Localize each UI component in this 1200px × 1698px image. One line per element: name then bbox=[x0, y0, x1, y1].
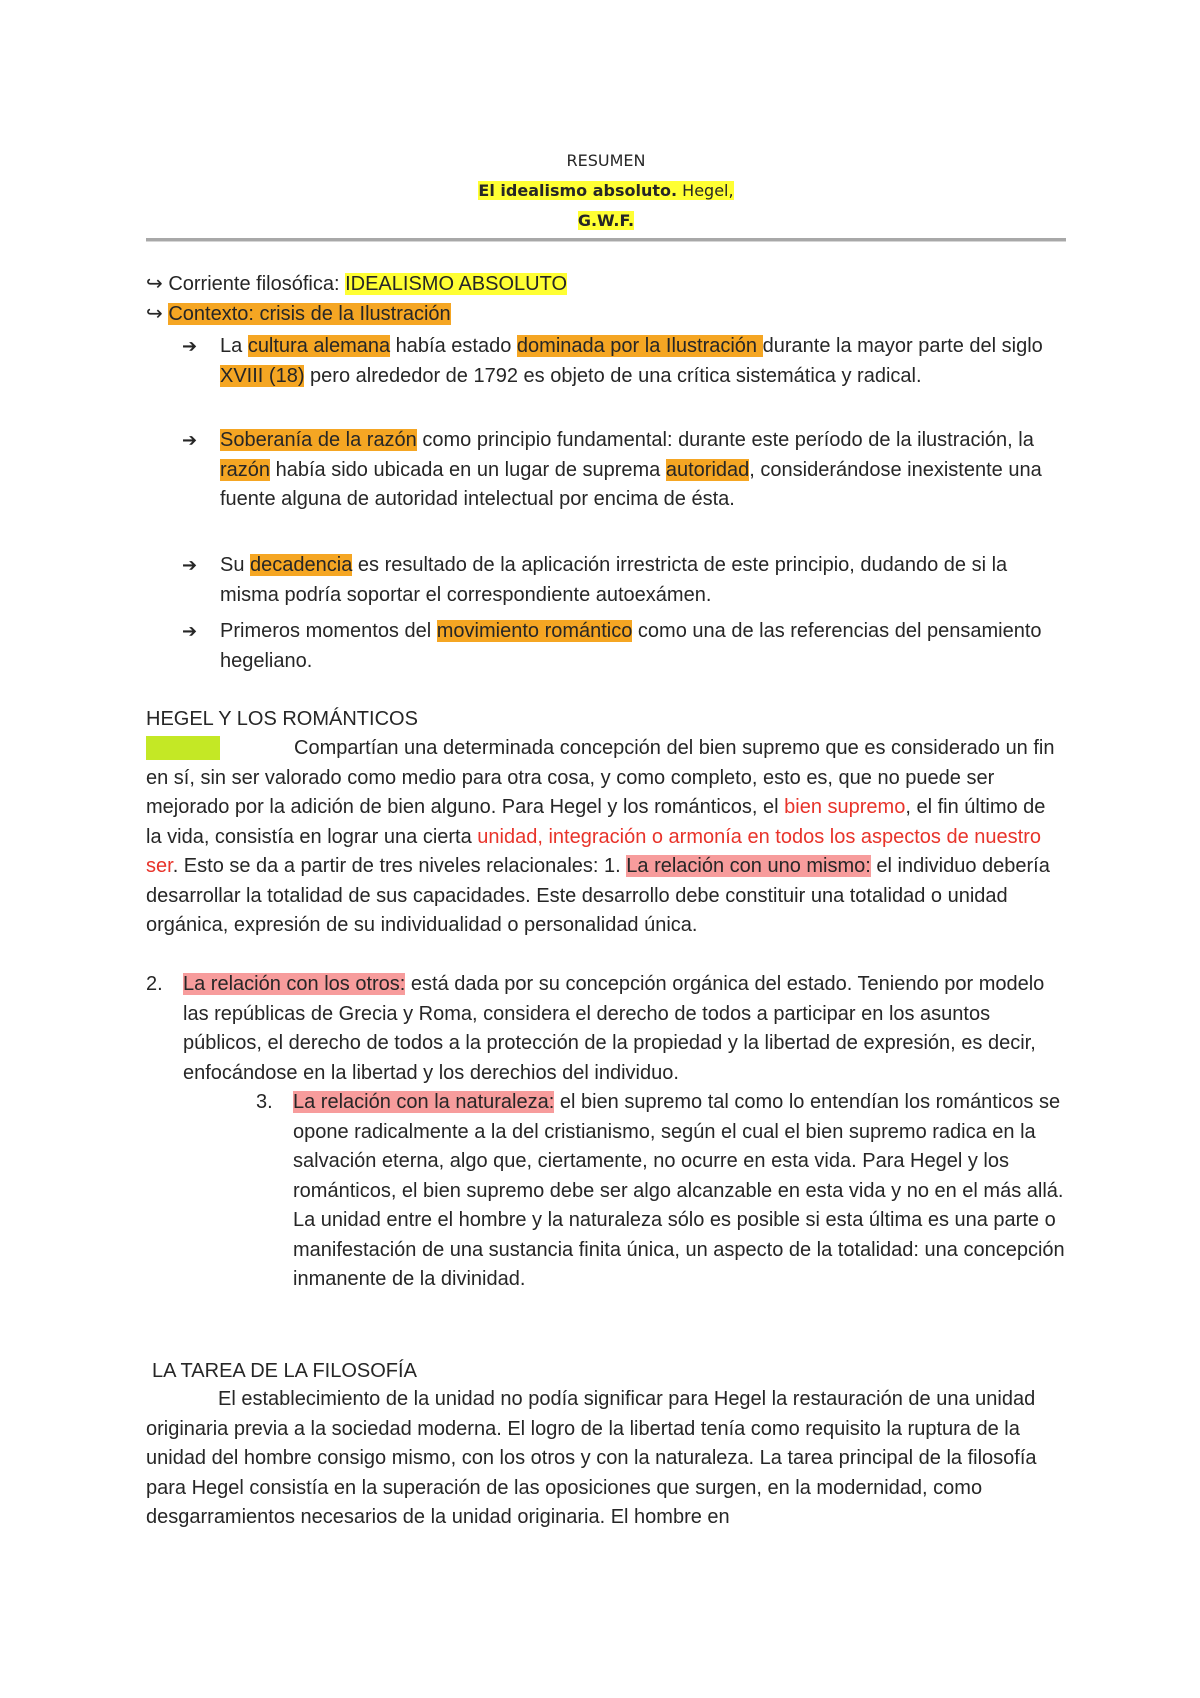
context-item-text bbox=[220, 551, 1062, 610]
corriente-value: IDEALISMO ABSOLUTO bbox=[345, 273, 568, 295]
context-item-text bbox=[220, 426, 1062, 515]
arrow-right-icon: ➔ bbox=[182, 621, 198, 641]
subtitle-author-initials: G.W.F. bbox=[577, 211, 635, 230]
text-run: está dada por su concepción orgánica del estado. Teniendo por modelo las repúblicas de Grecia y Roma, considera el derecho de todos a participar en los asuntos públicos, el derecho de todos a la protección de la propiedad y la libertad de expresión, es decir, enfocándose en la libertad y los derechios del individuo. bbox=[183, 973, 1045, 1084]
section-heading-romanticos: HEGEL Y LOS ROMÁNTICOS bbox=[146, 708, 418, 730]
text-run: , considerándose inexistente una fuente alguna de autoridad intelectual por encima de ésta. bbox=[220, 458, 1042, 510]
highlight-movimiento-romantico: movimiento romántico bbox=[436, 620, 633, 642]
highlight-relacion-naturaleza: La relación con la naturaleza: bbox=[293, 1091, 555, 1113]
arrow-right-icon: ➔ bbox=[182, 430, 198, 450]
highlight-decadencia: decadencia bbox=[250, 554, 353, 576]
header-divider bbox=[146, 238, 1066, 242]
highlight-soberania: Soberanía de la razón bbox=[220, 429, 417, 451]
arrow-right-icon: ➔ bbox=[182, 336, 198, 356]
list-number: 3. bbox=[256, 1091, 273, 1113]
summary-title: RESUMEN bbox=[566, 151, 646, 170]
text-run: había sido ubicada en un lugar de suprema bbox=[270, 458, 666, 481]
highlight-autoridad: autoridad bbox=[665, 458, 750, 481]
hook-arrow-icon: ↪ bbox=[146, 303, 163, 325]
highlight-razon: razón bbox=[220, 458, 271, 481]
text-run: como una de las referencias del pensamiento hegeliano. bbox=[220, 620, 1042, 672]
bullet-corriente bbox=[146, 270, 567, 300]
hook-arrow-icon: ↪ bbox=[146, 273, 163, 295]
highlight-cultura-alemana: cultura alemana bbox=[247, 335, 391, 357]
paragraph-romanticos bbox=[146, 734, 1066, 941]
red-text-bien-supremo: bien supremo bbox=[784, 796, 906, 818]
highlight-relacion-uno-mismo: La relación con uno mismo: bbox=[626, 855, 871, 877]
text-run: . Esto se da a partir de tres niveles relacionales: 1. bbox=[172, 855, 627, 877]
text-run: el bien supremo tal como lo entendían los románticos se opone radicalmente a la del cristianismo, según el cual el bien supremo radica en la salvación eterna, algo que, ciertamente, no ocurre en esta vida. Para Hegel y los románticos, el bien supremo debe ser algo alcanzable en esta vida y no en el más allá. La unidad entre el hombre y la naturaleza sólo es posible si esta última es una parte o manifestación de una sustancia finita única, un aspecto de la totalidad: una concepción inmanente de la divinidad. bbox=[293, 1091, 1065, 1290]
context-item-text bbox=[220, 332, 1062, 391]
text-run: Primeros momentos del bbox=[220, 620, 437, 642]
section-heading-tarea: LA TAREA DE LA FILOSOFÍA bbox=[152, 1360, 417, 1382]
text-run: Compartían una determinada concepción del bien supremo que es considerado un fin en sí, sin ser valorado como medio para otra cosa, y como completo, esto es, que no puede ser mejorado por la adición de bien alguno. Para Hegel y los románticos, el bbox=[146, 737, 1055, 818]
numbered-item-text bbox=[183, 970, 1066, 1088]
contexto-text: Contexto: crisis de la Ilustración bbox=[168, 303, 451, 325]
text-run: Su bbox=[220, 554, 251, 576]
document-subtitle bbox=[146, 176, 1066, 206]
text-run: el individuo debería desarrollar la totalidad de sus capacidades. Este desarrollo debe constituir una totalidad o unidad orgánica, expresión de su individualidad o personalidad única. bbox=[146, 855, 1050, 936]
text-run: había estado bbox=[390, 335, 517, 357]
bullet-contexto bbox=[146, 300, 451, 330]
text-run: es resultado de la aplicación irrestricta de este principio, dudando de si la misma podría soportar el correspondiente autoexámen. bbox=[220, 554, 1008, 606]
numbered-item-text bbox=[293, 1088, 1066, 1295]
red-text-unidad: unidad, integración o armonía en todos los aspectos de nuestro ser bbox=[146, 825, 1041, 877]
context-item-text bbox=[220, 617, 1062, 676]
document-header bbox=[146, 146, 1066, 236]
highlight-relacion-otros: La relación con los otros: bbox=[183, 973, 406, 995]
text-run: durante la mayor parte del siglo bbox=[762, 335, 1043, 357]
text-run: como principio fundamental: durante este período de la ilustración, la bbox=[416, 429, 1034, 451]
corriente-label: Corriente filosófica: bbox=[168, 273, 346, 295]
list-number: 2. bbox=[146, 973, 163, 995]
document-subtitle-line2 bbox=[146, 206, 1066, 236]
highlight-siglo: XVIII (18) bbox=[220, 364, 305, 387]
paragraph-tarea: El establecimiento de la unidad no podía significar para Hegel la restauración de una unidad originaria previa a la sociedad moderna. El logro de la libertad tenía como requisito la ruptura de la unidad del hombre consigo mismo, con los otros y con la naturaleza. La tarea principal de la filosofía para Hegel consistía en la superación de las oposiciones que surgen, en la modernidad, como desgarramientos necesarios de la unidad originaria. El hombre en bbox=[146, 1388, 1037, 1528]
arrow-right-icon: ➔ bbox=[182, 555, 198, 575]
text-run: La bbox=[220, 335, 248, 357]
subtitle-bold: El idealismo absoluto. bbox=[478, 181, 678, 200]
highlight-dominada: dominada por la Ilustración bbox=[516, 335, 763, 357]
subtitle-rest: Hegel, bbox=[677, 181, 734, 200]
text-run: pero alrededor de 1792 es objeto de una crítica sistemática y radical. bbox=[304, 364, 922, 387]
text-run: , el fin último de la vida, consistía en lograr una cierta bbox=[146, 796, 1046, 848]
